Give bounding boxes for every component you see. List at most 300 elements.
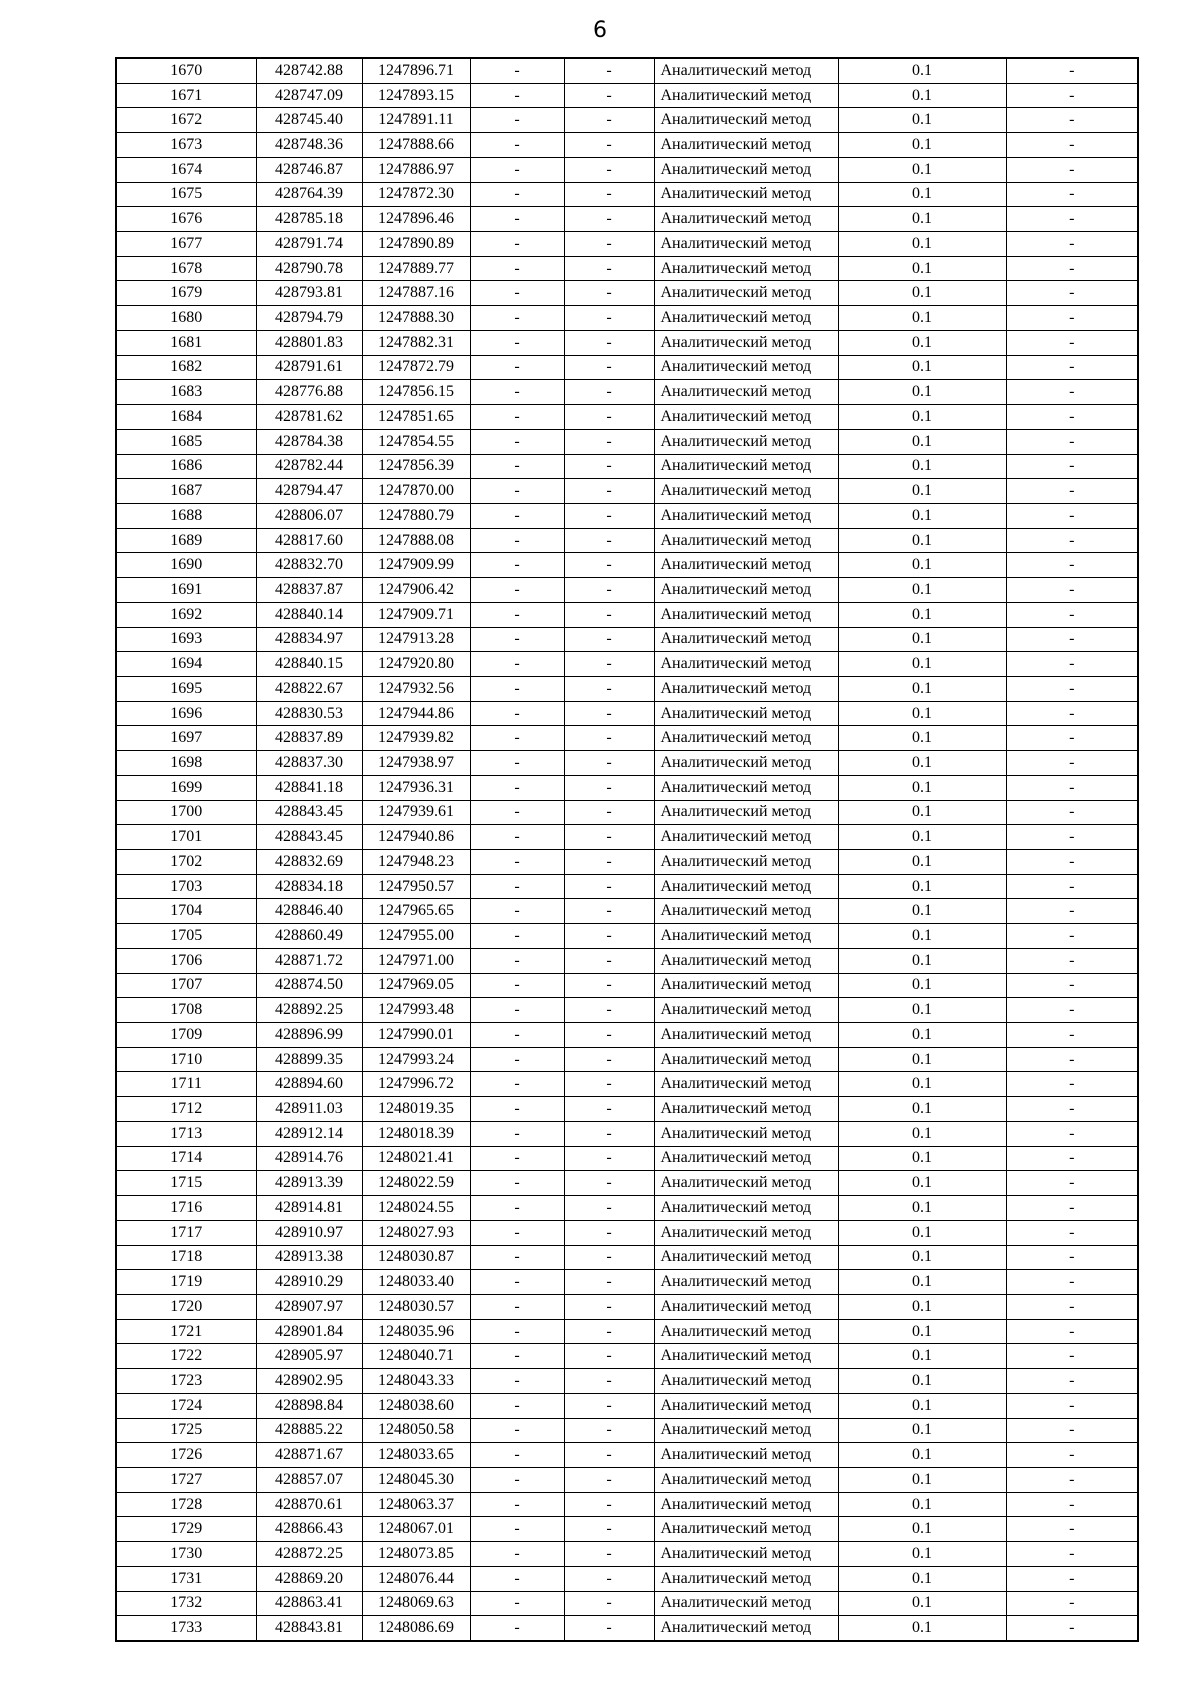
- x-coordinate-cell: 428748.36: [256, 133, 362, 158]
- method-cell: Аналитический метод: [654, 998, 838, 1023]
- point-number-cell: 1704: [116, 899, 256, 924]
- method-cell: Аналитический метод: [654, 1418, 838, 1443]
- dash-cell-2: -: [564, 825, 654, 850]
- accuracy-cell: 0.1: [838, 1591, 1006, 1616]
- dash-cell-1: -: [470, 948, 564, 973]
- method-cell: Аналитический метод: [654, 1616, 838, 1641]
- point-number-cell: 1691: [116, 578, 256, 603]
- x-coordinate-cell: 428846.40: [256, 899, 362, 924]
- accuracy-cell: 0.1: [838, 800, 1006, 825]
- accuracy-cell: 0.1: [838, 58, 1006, 83]
- point-number-cell: 1713: [116, 1121, 256, 1146]
- y-coordinate-cell: 1247909.71: [362, 602, 470, 627]
- dash-cell-2: -: [564, 1393, 654, 1418]
- x-coordinate-cell: 428872.25: [256, 1542, 362, 1567]
- point-number-cell: 1712: [116, 1097, 256, 1122]
- table-row: [116, 1616, 1138, 1641]
- dash-cell-2: -: [564, 133, 654, 158]
- method-cell: Аналитический метод: [654, 1492, 838, 1517]
- method-cell: Аналитический метод: [654, 355, 838, 380]
- point-number-cell: 1684: [116, 405, 256, 430]
- x-coordinate-cell: 428896.99: [256, 1023, 362, 1048]
- point-number-cell: 1682: [116, 355, 256, 380]
- accuracy-cell: 0.1: [838, 232, 1006, 257]
- accuracy-cell: 0.1: [838, 479, 1006, 504]
- x-coordinate-cell: 428874.50: [256, 973, 362, 998]
- table-row: [116, 330, 1138, 355]
- table-row: [116, 627, 1138, 652]
- x-coordinate-cell: 428784.38: [256, 429, 362, 454]
- table-row: [116, 429, 1138, 454]
- table-row: [116, 1492, 1138, 1517]
- table-row: [116, 850, 1138, 875]
- y-coordinate-cell: 1247944.86: [362, 701, 470, 726]
- y-coordinate-cell: 1248030.87: [362, 1245, 470, 1270]
- accuracy-cell: 0.1: [838, 1072, 1006, 1097]
- dash-cell-3: -: [1006, 627, 1138, 652]
- accuracy-cell: 0.1: [838, 503, 1006, 528]
- method-cell: Аналитический метод: [654, 1023, 838, 1048]
- dash-cell-2: -: [564, 701, 654, 726]
- point-number-cell: 1686: [116, 454, 256, 479]
- table-row: [116, 405, 1138, 430]
- dash-cell-1: -: [470, 726, 564, 751]
- accuracy-cell: 0.1: [838, 1097, 1006, 1122]
- dash-cell-1: -: [470, 1121, 564, 1146]
- dash-cell-3: -: [1006, 232, 1138, 257]
- dash-cell-2: -: [564, 602, 654, 627]
- dash-cell-3: -: [1006, 182, 1138, 207]
- table-row: [116, 553, 1138, 578]
- x-coordinate-cell: 428837.89: [256, 726, 362, 751]
- y-coordinate-cell: 1248067.01: [362, 1517, 470, 1542]
- accuracy-cell: 0.1: [838, 429, 1006, 454]
- dash-cell-3: -: [1006, 751, 1138, 776]
- accuracy-cell: 0.1: [838, 948, 1006, 973]
- dash-cell-3: -: [1006, 133, 1138, 158]
- dash-cell-2: -: [564, 355, 654, 380]
- dash-cell-1: -: [470, 1418, 564, 1443]
- accuracy-cell: 0.1: [838, 627, 1006, 652]
- dash-cell-3: -: [1006, 652, 1138, 677]
- accuracy-cell: 0.1: [838, 1492, 1006, 1517]
- x-coordinate-cell: 428843.45: [256, 825, 362, 850]
- dash-cell-2: -: [564, 1146, 654, 1171]
- method-cell: Аналитический метод: [654, 133, 838, 158]
- point-number-cell: 1697: [116, 726, 256, 751]
- y-coordinate-cell: 1248035.96: [362, 1319, 470, 1344]
- method-cell: Аналитический метод: [654, 454, 838, 479]
- y-coordinate-cell: 1248045.30: [362, 1467, 470, 1492]
- x-coordinate-cell: 428899.35: [256, 1047, 362, 1072]
- dash-cell-2: -: [564, 1616, 654, 1641]
- method-cell: Аналитический метод: [654, 973, 838, 998]
- dash-cell-2: -: [564, 1344, 654, 1369]
- dash-cell-1: -: [470, 1220, 564, 1245]
- accuracy-cell: 0.1: [838, 874, 1006, 899]
- y-coordinate-cell: 1247889.77: [362, 256, 470, 281]
- x-coordinate-cell: 428822.67: [256, 676, 362, 701]
- accuracy-cell: 0.1: [838, 602, 1006, 627]
- table-row: [116, 1566, 1138, 1591]
- point-number-cell: 1732: [116, 1591, 256, 1616]
- dash-cell-2: -: [564, 281, 654, 306]
- table-row: [116, 948, 1138, 973]
- point-number-cell: 1721: [116, 1319, 256, 1344]
- dash-cell-3: -: [1006, 281, 1138, 306]
- dash-cell-3: -: [1006, 380, 1138, 405]
- method-cell: Аналитический метод: [654, 1517, 838, 1542]
- method-cell: Аналитический метод: [654, 1319, 838, 1344]
- point-number-cell: 1722: [116, 1344, 256, 1369]
- x-coordinate-cell: 428898.84: [256, 1393, 362, 1418]
- y-coordinate-cell: 1248019.35: [362, 1097, 470, 1122]
- table-row: [116, 83, 1138, 108]
- point-number-cell: 1728: [116, 1492, 256, 1517]
- dash-cell-3: -: [1006, 1616, 1138, 1641]
- dash-cell-2: -: [564, 1492, 654, 1517]
- y-coordinate-cell: 1247939.61: [362, 800, 470, 825]
- dash-cell-2: -: [564, 775, 654, 800]
- dash-cell-3: -: [1006, 405, 1138, 430]
- y-coordinate-cell: 1247870.00: [362, 479, 470, 504]
- table-row: [116, 775, 1138, 800]
- dash-cell-1: -: [470, 652, 564, 677]
- table-row: [116, 182, 1138, 207]
- method-cell: Аналитический метод: [654, 874, 838, 899]
- y-coordinate-cell: 1248040.71: [362, 1344, 470, 1369]
- accuracy-cell: 0.1: [838, 108, 1006, 133]
- accuracy-cell: 0.1: [838, 1245, 1006, 1270]
- x-coordinate-cell: 428776.88: [256, 380, 362, 405]
- y-coordinate-cell: 1247893.15: [362, 83, 470, 108]
- dash-cell-3: -: [1006, 850, 1138, 875]
- x-coordinate-cell: 428914.81: [256, 1196, 362, 1221]
- method-cell: Аналитический метод: [654, 1047, 838, 1072]
- table-row: [116, 1591, 1138, 1616]
- accuracy-cell: 0.1: [838, 182, 1006, 207]
- point-number-cell: 1699: [116, 775, 256, 800]
- x-coordinate-cell: 428837.30: [256, 751, 362, 776]
- dash-cell-1: -: [470, 1171, 564, 1196]
- dash-cell-1: -: [470, 133, 564, 158]
- accuracy-cell: 0.1: [838, 1344, 1006, 1369]
- y-coordinate-cell: 1247872.79: [362, 355, 470, 380]
- x-coordinate-cell: 428840.15: [256, 652, 362, 677]
- table-row: [116, 1270, 1138, 1295]
- dash-cell-3: -: [1006, 578, 1138, 603]
- table-row: [116, 1023, 1138, 1048]
- x-coordinate-cell: 428841.18: [256, 775, 362, 800]
- dash-cell-2: -: [564, 429, 654, 454]
- table-row: [116, 1443, 1138, 1468]
- dash-cell-1: -: [470, 454, 564, 479]
- table-row: [116, 1097, 1138, 1122]
- y-coordinate-cell: 1248022.59: [362, 1171, 470, 1196]
- dash-cell-2: -: [564, 157, 654, 182]
- dash-cell-2: -: [564, 1270, 654, 1295]
- accuracy-cell: 0.1: [838, 1146, 1006, 1171]
- table-row: [116, 726, 1138, 751]
- y-coordinate-cell: 1247856.39: [362, 454, 470, 479]
- dash-cell-2: -: [564, 726, 654, 751]
- x-coordinate-cell: 428793.81: [256, 281, 362, 306]
- dash-cell-2: -: [564, 1369, 654, 1394]
- point-number-cell: 1675: [116, 182, 256, 207]
- dash-cell-3: -: [1006, 157, 1138, 182]
- dash-cell-2: -: [564, 1418, 654, 1443]
- dash-cell-1: -: [470, 627, 564, 652]
- dash-cell-1: -: [470, 108, 564, 133]
- dash-cell-2: -: [564, 306, 654, 331]
- table-row: [116, 800, 1138, 825]
- dash-cell-1: -: [470, 306, 564, 331]
- y-coordinate-cell: 1247856.15: [362, 380, 470, 405]
- accuracy-cell: 0.1: [838, 553, 1006, 578]
- table-row: [116, 380, 1138, 405]
- point-number-cell: 1717: [116, 1220, 256, 1245]
- x-coordinate-cell: 428910.29: [256, 1270, 362, 1295]
- x-coordinate-cell: 428817.60: [256, 528, 362, 553]
- x-coordinate-cell: 428834.97: [256, 627, 362, 652]
- point-number-cell: 1694: [116, 652, 256, 677]
- point-number-cell: 1681: [116, 330, 256, 355]
- dash-cell-1: -: [470, 899, 564, 924]
- dash-cell-1: -: [470, 800, 564, 825]
- dash-cell-2: -: [564, 850, 654, 875]
- x-coordinate-cell: 428746.87: [256, 157, 362, 182]
- x-coordinate-cell: 428801.83: [256, 330, 362, 355]
- method-cell: Аналитический метод: [654, 627, 838, 652]
- y-coordinate-cell: 1247887.16: [362, 281, 470, 306]
- dash-cell-1: -: [470, 701, 564, 726]
- method-cell: Аналитический метод: [654, 1121, 838, 1146]
- x-coordinate-cell: 428913.39: [256, 1171, 362, 1196]
- dash-cell-3: -: [1006, 108, 1138, 133]
- table-row: [116, 58, 1138, 83]
- y-coordinate-cell: 1247993.48: [362, 998, 470, 1023]
- method-cell: Аналитический метод: [654, 825, 838, 850]
- dash-cell-3: -: [1006, 1121, 1138, 1146]
- dash-cell-1: -: [470, 1245, 564, 1270]
- dash-cell-2: -: [564, 948, 654, 973]
- accuracy-cell: 0.1: [838, 1023, 1006, 1048]
- dash-cell-1: -: [470, 1319, 564, 1344]
- dash-cell-3: -: [1006, 1294, 1138, 1319]
- method-cell: Аналитический метод: [654, 1369, 838, 1394]
- method-cell: Аналитический метод: [654, 330, 838, 355]
- point-number-cell: 1715: [116, 1171, 256, 1196]
- accuracy-cell: 0.1: [838, 207, 1006, 232]
- x-coordinate-cell: 428747.09: [256, 83, 362, 108]
- x-coordinate-cell: 428871.72: [256, 948, 362, 973]
- table-row: [116, 1418, 1138, 1443]
- point-number-cell: 1702: [116, 850, 256, 875]
- dash-cell-2: -: [564, 1294, 654, 1319]
- dash-cell-3: -: [1006, 602, 1138, 627]
- dash-cell-3: -: [1006, 256, 1138, 281]
- x-coordinate-cell: 428869.20: [256, 1566, 362, 1591]
- dash-cell-2: -: [564, 380, 654, 405]
- table-row: [116, 701, 1138, 726]
- point-number-cell: 1729: [116, 1517, 256, 1542]
- point-number-cell: 1703: [116, 874, 256, 899]
- dash-cell-1: -: [470, 1467, 564, 1492]
- y-coordinate-cell: 1247955.00: [362, 924, 470, 949]
- accuracy-cell: 0.1: [838, 306, 1006, 331]
- dash-cell-2: -: [564, 1245, 654, 1270]
- method-cell: Аналитический метод: [654, 1171, 838, 1196]
- method-cell: Аналитический метод: [654, 751, 838, 776]
- dash-cell-2: -: [564, 1517, 654, 1542]
- dash-cell-1: -: [470, 1146, 564, 1171]
- accuracy-cell: 0.1: [838, 330, 1006, 355]
- dash-cell-1: -: [470, 1443, 564, 1468]
- dash-cell-2: -: [564, 1023, 654, 1048]
- table-body: [116, 58, 1138, 1641]
- table-row: [116, 1072, 1138, 1097]
- point-number-cell: 1716: [116, 1196, 256, 1221]
- point-number-cell: 1690: [116, 553, 256, 578]
- method-cell: Аналитический метод: [654, 899, 838, 924]
- point-number-cell: 1705: [116, 924, 256, 949]
- x-coordinate-cell: 428806.07: [256, 503, 362, 528]
- accuracy-cell: 0.1: [838, 1393, 1006, 1418]
- dash-cell-3: -: [1006, 503, 1138, 528]
- point-number-cell: 1707: [116, 973, 256, 998]
- dash-cell-3: -: [1006, 1591, 1138, 1616]
- point-number-cell: 1688: [116, 503, 256, 528]
- y-coordinate-cell: 1247939.82: [362, 726, 470, 751]
- point-number-cell: 1725: [116, 1418, 256, 1443]
- dash-cell-3: -: [1006, 825, 1138, 850]
- dash-cell-1: -: [470, 825, 564, 850]
- table-row: [116, 1146, 1138, 1171]
- dash-cell-1: -: [470, 207, 564, 232]
- dash-cell-3: -: [1006, 800, 1138, 825]
- dash-cell-3: -: [1006, 874, 1138, 899]
- dash-cell-3: -: [1006, 998, 1138, 1023]
- x-coordinate-cell: 428794.79: [256, 306, 362, 331]
- accuracy-cell: 0.1: [838, 1542, 1006, 1567]
- dash-cell-2: -: [564, 182, 654, 207]
- method-cell: Аналитический метод: [654, 1097, 838, 1122]
- x-coordinate-cell: 428794.47: [256, 479, 362, 504]
- dash-cell-1: -: [470, 157, 564, 182]
- method-cell: Аналитический метод: [654, 503, 838, 528]
- table-row: [116, 1393, 1138, 1418]
- accuracy-cell: 0.1: [838, 1443, 1006, 1468]
- accuracy-cell: 0.1: [838, 157, 1006, 182]
- dash-cell-1: -: [470, 874, 564, 899]
- dash-cell-3: -: [1006, 1542, 1138, 1567]
- dash-cell-1: -: [470, 924, 564, 949]
- method-cell: Аналитический метод: [654, 1196, 838, 1221]
- point-number-cell: 1730: [116, 1542, 256, 1567]
- dash-cell-1: -: [470, 479, 564, 504]
- dash-cell-1: -: [470, 775, 564, 800]
- x-coordinate-cell: 428910.97: [256, 1220, 362, 1245]
- y-coordinate-cell: 1247938.97: [362, 751, 470, 776]
- method-cell: Аналитический метод: [654, 1591, 838, 1616]
- table-row: [116, 281, 1138, 306]
- x-coordinate-cell: 428905.97: [256, 1344, 362, 1369]
- point-number-cell: 1696: [116, 701, 256, 726]
- accuracy-cell: 0.1: [838, 1047, 1006, 1072]
- accuracy-cell: 0.1: [838, 1294, 1006, 1319]
- dash-cell-3: -: [1006, 1270, 1138, 1295]
- method-cell: Аналитический метод: [654, 850, 838, 875]
- table-row: [116, 306, 1138, 331]
- x-coordinate-cell: 428782.44: [256, 454, 362, 479]
- accuracy-cell: 0.1: [838, 899, 1006, 924]
- dash-cell-1: -: [470, 330, 564, 355]
- dash-cell-2: -: [564, 1171, 654, 1196]
- table-row: [116, 1245, 1138, 1270]
- dash-cell-1: -: [470, 83, 564, 108]
- dash-cell-1: -: [470, 1294, 564, 1319]
- dash-cell-1: -: [470, 602, 564, 627]
- point-number-cell: 1673: [116, 133, 256, 158]
- dash-cell-2: -: [564, 1591, 654, 1616]
- method-cell: Аналитический метод: [654, 1467, 838, 1492]
- y-coordinate-cell: 1247872.30: [362, 182, 470, 207]
- x-coordinate-cell: 428843.81: [256, 1616, 362, 1641]
- accuracy-cell: 0.1: [838, 133, 1006, 158]
- accuracy-cell: 0.1: [838, 355, 1006, 380]
- accuracy-cell: 0.1: [838, 281, 1006, 306]
- dash-cell-1: -: [470, 1542, 564, 1567]
- method-cell: Аналитический метод: [654, 800, 838, 825]
- accuracy-cell: 0.1: [838, 751, 1006, 776]
- dash-cell-1: -: [470, 528, 564, 553]
- point-number-cell: 1710: [116, 1047, 256, 1072]
- y-coordinate-cell: 1247969.05: [362, 973, 470, 998]
- x-coordinate-cell: 428834.18: [256, 874, 362, 899]
- coordinates-table: [115, 57, 1139, 1642]
- dash-cell-3: -: [1006, 1369, 1138, 1394]
- table-row: [116, 256, 1138, 281]
- dash-cell-2: -: [564, 652, 654, 677]
- table-row: [116, 108, 1138, 133]
- dash-cell-3: -: [1006, 1344, 1138, 1369]
- y-coordinate-cell: 1247940.86: [362, 825, 470, 850]
- dash-cell-2: -: [564, 998, 654, 1023]
- y-coordinate-cell: 1248073.85: [362, 1542, 470, 1567]
- table-row: [116, 232, 1138, 257]
- method-cell: Аналитический метод: [654, 676, 838, 701]
- table-row: [116, 1467, 1138, 1492]
- dash-cell-2: -: [564, 800, 654, 825]
- x-coordinate-cell: 428764.39: [256, 182, 362, 207]
- point-number-cell: 1687: [116, 479, 256, 504]
- x-coordinate-cell: 428790.78: [256, 256, 362, 281]
- point-number-cell: 1718: [116, 1245, 256, 1270]
- y-coordinate-cell: 1248086.69: [362, 1616, 470, 1641]
- method-cell: Аналитический метод: [654, 602, 838, 627]
- method-cell: Аналитический метод: [654, 1220, 838, 1245]
- method-cell: Аналитический метод: [654, 1072, 838, 1097]
- point-number-cell: 1683: [116, 380, 256, 405]
- dash-cell-2: -: [564, 503, 654, 528]
- accuracy-cell: 0.1: [838, 652, 1006, 677]
- dash-cell-2: -: [564, 108, 654, 133]
- accuracy-cell: 0.1: [838, 528, 1006, 553]
- x-coordinate-cell: 428843.45: [256, 800, 362, 825]
- accuracy-cell: 0.1: [838, 578, 1006, 603]
- table-row: [116, 899, 1138, 924]
- x-coordinate-cell: 428901.84: [256, 1319, 362, 1344]
